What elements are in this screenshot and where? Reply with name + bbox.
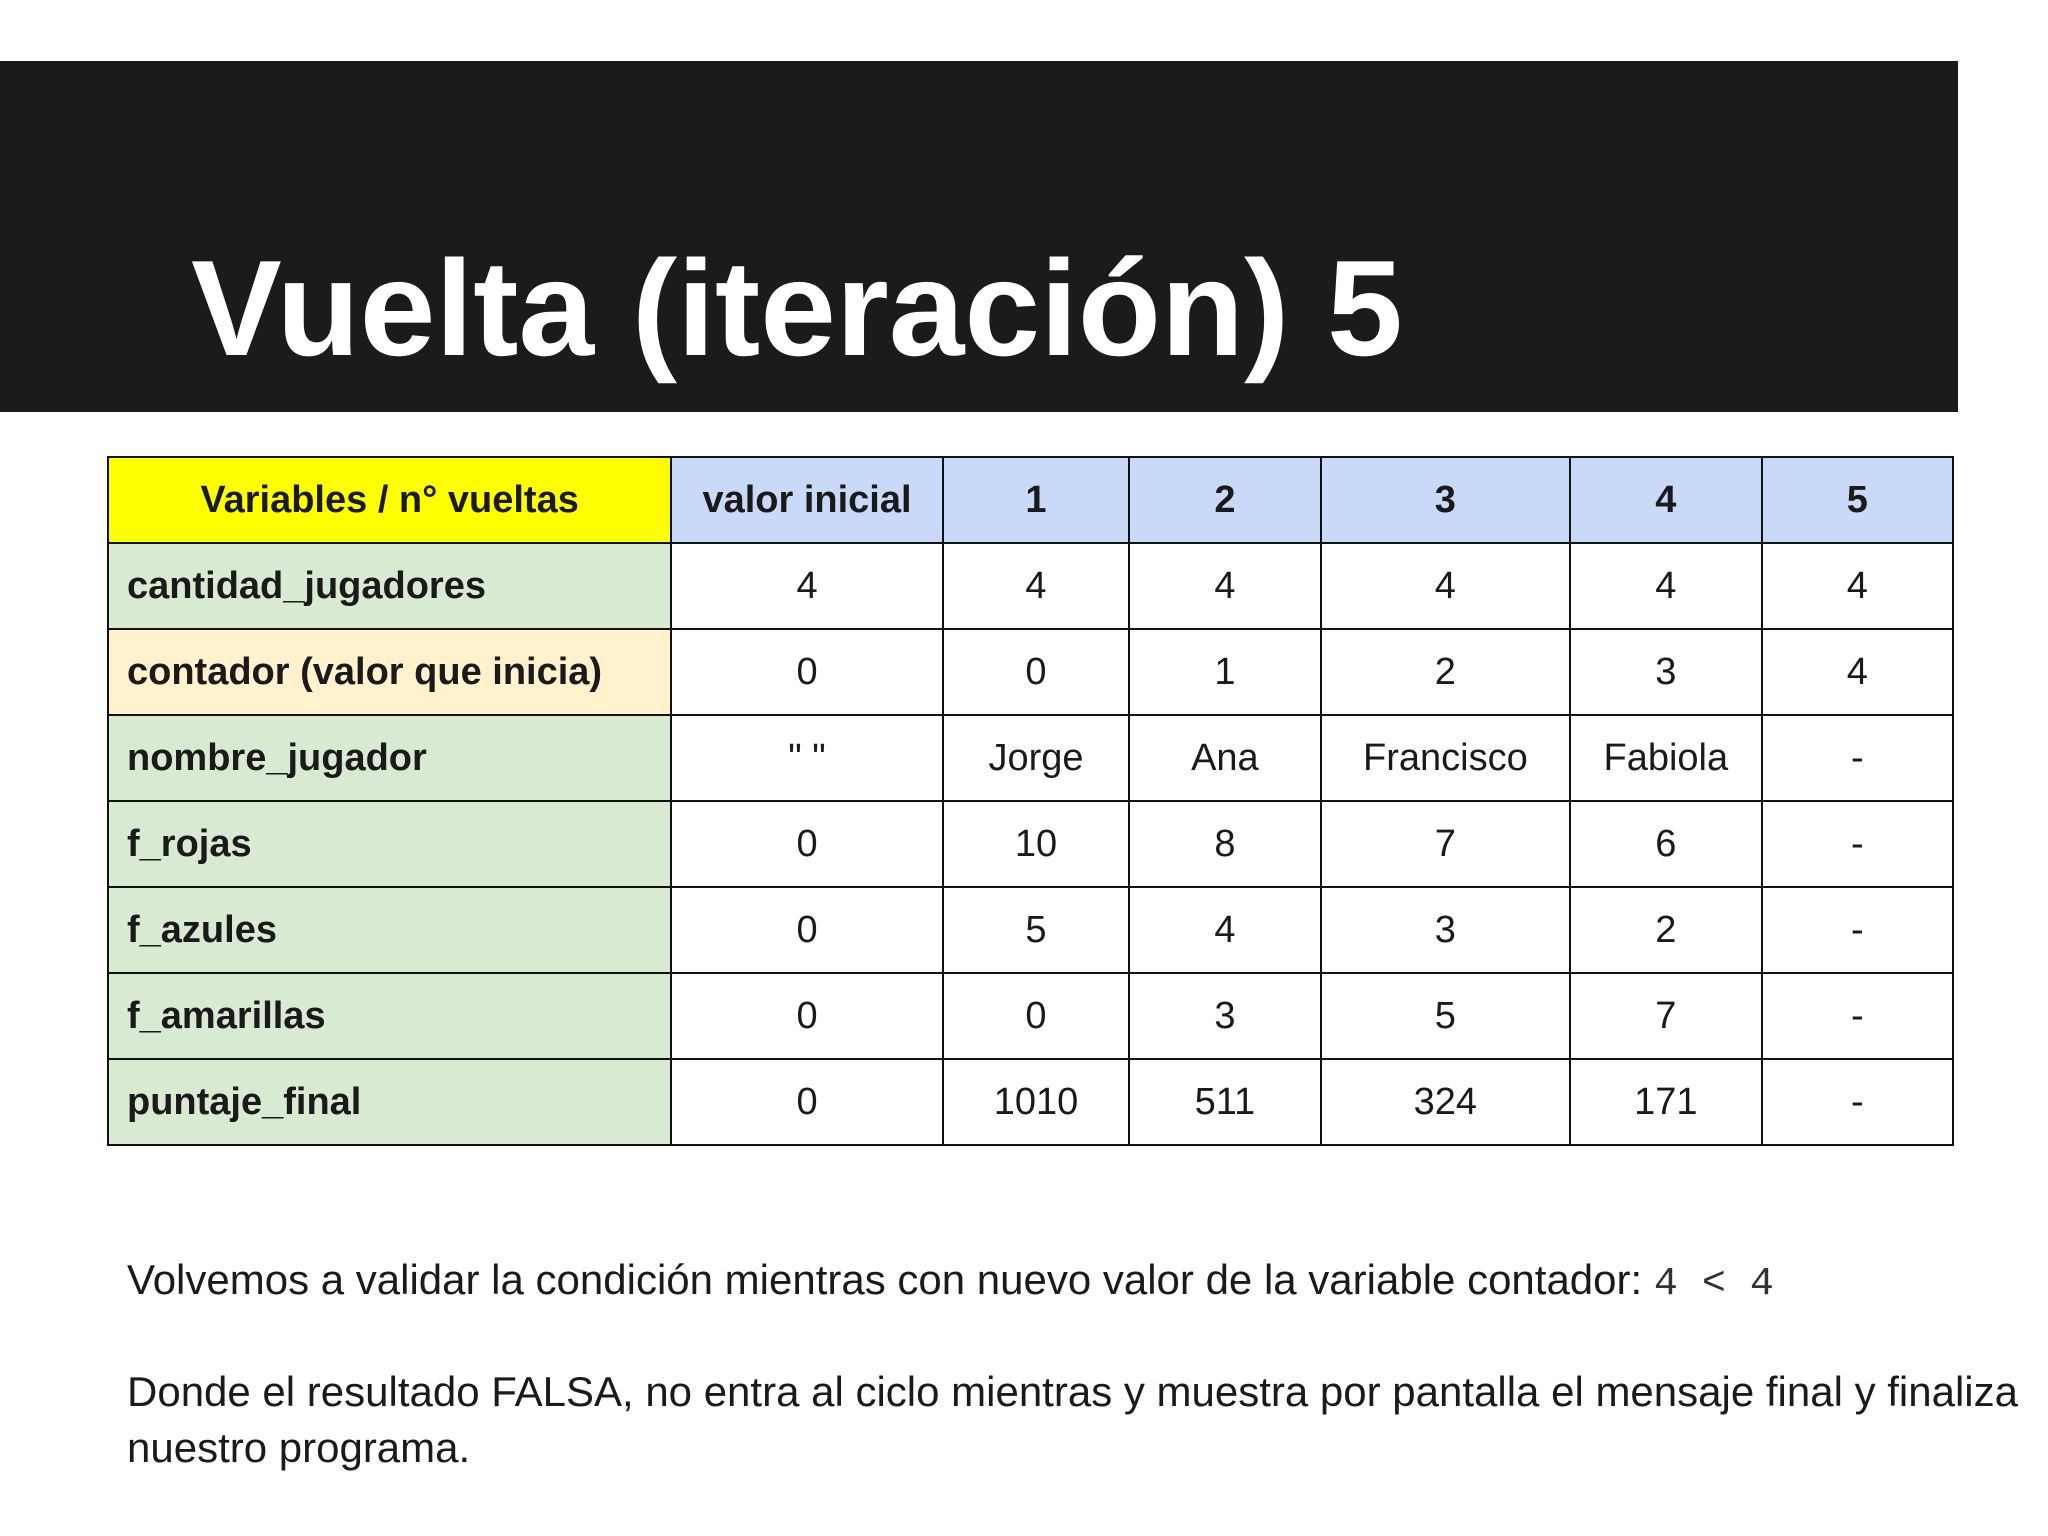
table-cell: " " [671, 715, 943, 801]
table-cell: 4 [1570, 543, 1761, 629]
table-cell: Francisco [1321, 715, 1571, 801]
table-cell: 2 [1321, 629, 1571, 715]
table-row [108, 801, 1953, 887]
table-row [108, 629, 1953, 715]
table-cell: 2 [1570, 887, 1761, 973]
table-cell: 7 [1321, 801, 1571, 887]
slide-title: Vuelta (iteración) 5 [191, 232, 1403, 384]
table-cell: - [1762, 1059, 1953, 1145]
table-cell: 5 [1321, 973, 1571, 1059]
table-cell: 5 [943, 887, 1129, 973]
table-row [108, 715, 1953, 801]
table-cell: 4 [943, 543, 1129, 629]
table-cell: 0 [671, 887, 943, 973]
table-cell: 0 [671, 973, 943, 1059]
variable-name: f_azules [108, 887, 671, 973]
table-row [108, 887, 1953, 973]
table-cell: - [1762, 973, 1953, 1059]
header-initial-value: valor inicial [671, 457, 943, 543]
condition-note [127, 1252, 2027, 1313]
table-header-row [108, 457, 1953, 543]
variable-name: f_amarillas [108, 973, 671, 1059]
table-cell: 1010 [943, 1059, 1129, 1145]
result-note: Donde el resultado FALSA, no entra al ciclo mientras y muestra por pantalla el mensaje final y finaliza nuestro programa. [127, 1368, 2018, 1471]
header-variables: Variables / n° vueltas [108, 457, 671, 543]
table-cell: 6 [1570, 801, 1761, 887]
table-cell: 0 [671, 1059, 943, 1145]
table-cell: 4 [1129, 887, 1320, 973]
table-cell: 3 [1129, 973, 1320, 1059]
table-cell: Ana [1129, 715, 1320, 801]
table-cell: Fabiola [1570, 715, 1761, 801]
variable-name: nombre_jugador [108, 715, 671, 801]
header-iteration-4: 4 [1570, 457, 1761, 543]
iteration-table [107, 456, 1954, 1146]
table-cell: 511 [1129, 1059, 1320, 1145]
table-row [108, 543, 1953, 629]
condition-text: Volvemos a validar la condición mientras con nuevo valor de la variable contador: [127, 1256, 1654, 1303]
table-cell: 4 [1321, 543, 1571, 629]
table-cell: - [1762, 801, 1953, 887]
table-row [108, 1059, 1953, 1145]
table-cell: - [1762, 887, 1953, 973]
table-cell: Jorge [943, 715, 1129, 801]
table-cell: 4 [1762, 629, 1953, 715]
table-cell: - [1762, 715, 1953, 801]
table-cell: 7 [1570, 973, 1761, 1059]
table-row [108, 973, 1953, 1059]
header-iteration-5: 5 [1762, 457, 1953, 543]
header-iteration-2: 2 [1129, 457, 1320, 543]
table-cell: 171 [1570, 1059, 1761, 1145]
header-iteration-1: 1 [943, 457, 1129, 543]
table-cell: 0 [943, 629, 1129, 715]
table-cell: 1 [1129, 629, 1320, 715]
condition-code: 4 < 4 [1653, 1262, 1774, 1307]
variable-name: cantidad_jugadores [108, 543, 671, 629]
table-cell: 3 [1570, 629, 1761, 715]
table-cell: 4 [671, 543, 943, 629]
variable-name: f_rojas [108, 801, 671, 887]
header-iteration-3: 3 [1321, 457, 1571, 543]
table-cell: 0 [671, 801, 943, 887]
table-cell: 0 [943, 973, 1129, 1059]
table-cell: 4 [1762, 543, 1953, 629]
variable-name: contador (valor que inicia) [108, 629, 671, 715]
table-cell: 10 [943, 801, 1129, 887]
table-cell: 0 [671, 629, 943, 715]
table-cell: 324 [1321, 1059, 1571, 1145]
table-cell: 3 [1321, 887, 1571, 973]
table-cell: 8 [1129, 801, 1320, 887]
table-cell: 4 [1129, 543, 1320, 629]
variable-name: puntaje_final [108, 1059, 671, 1145]
